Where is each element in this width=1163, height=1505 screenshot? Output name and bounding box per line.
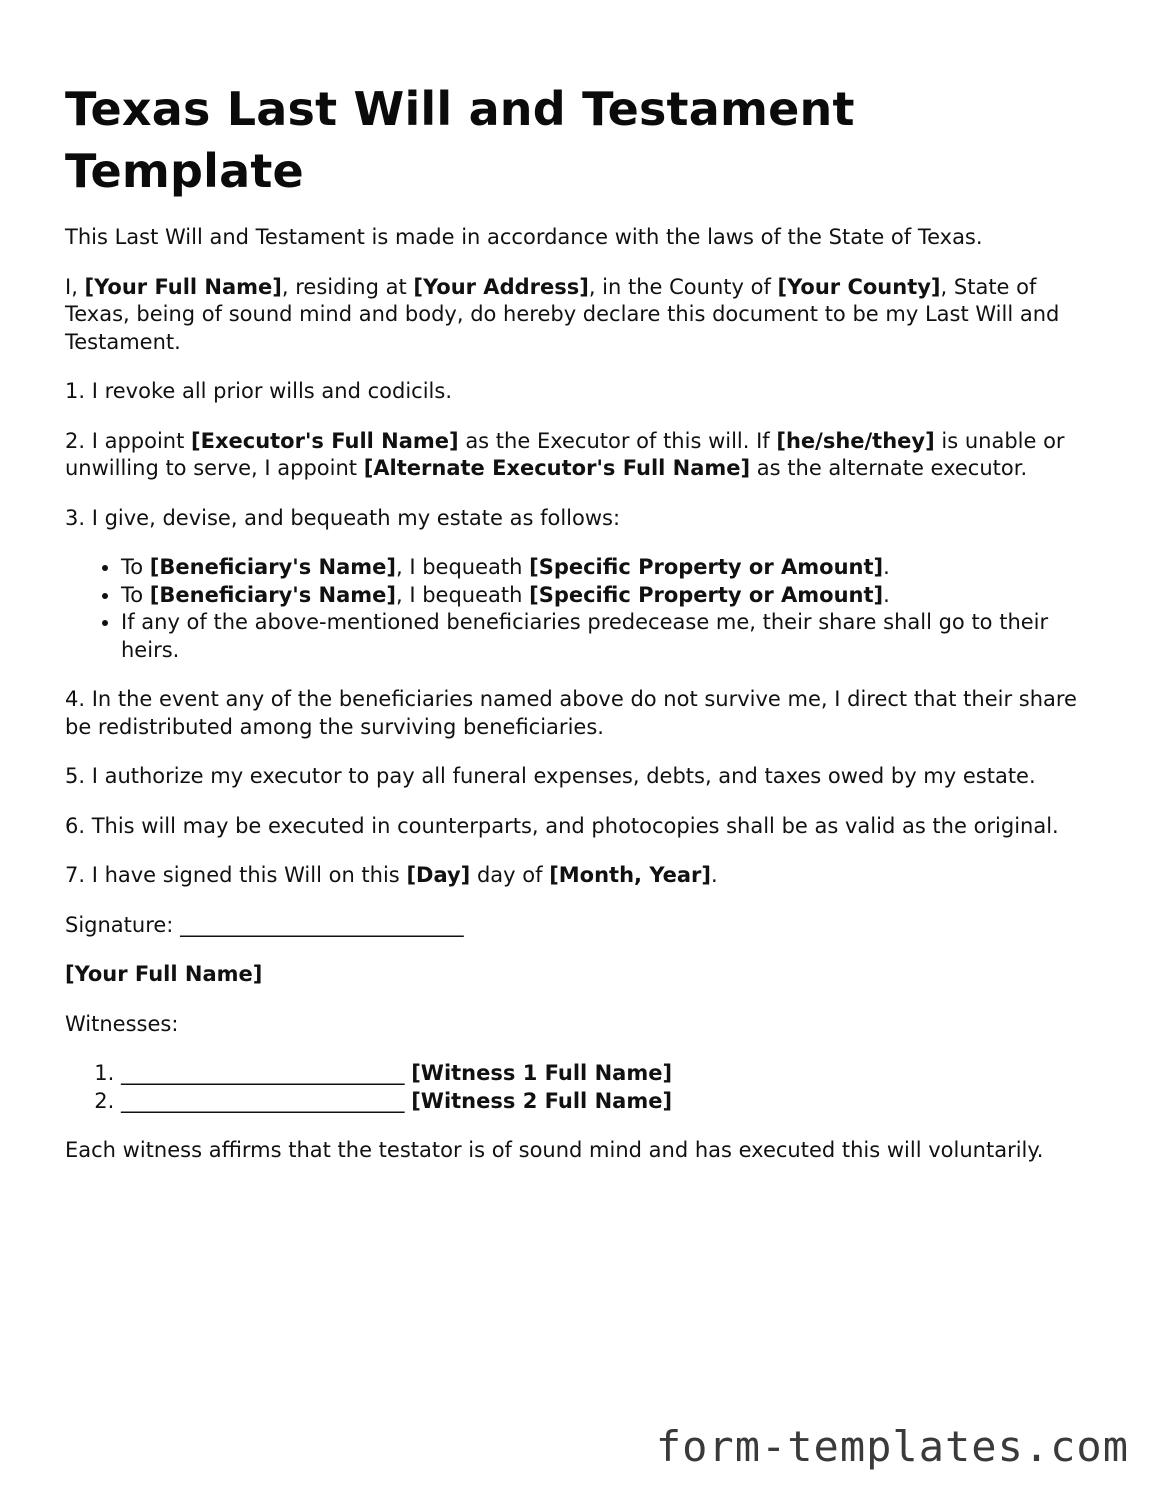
document-title: Texas Last Will and Testament Template [65, 82, 855, 198]
watermark-text: form-templates.com [655, 1422, 1129, 1471]
intro-paragraph: This Last Will and Testament is made in accordance with the laws of the State of Texas. [65, 225, 983, 249]
clause-4: 4. In the event any of the beneficiaries named above do not survive me, I direct that their share be redistributed among the surviving beneficiaries. [65, 687, 1077, 739]
witness-signature-blank: ___________________________ [121, 1061, 405, 1085]
county-placeholder: [Your County] [777, 274, 941, 299]
property-placeholder: [Specific Property or Amount] [529, 582, 884, 607]
witness-name-placeholder: [Witness 2 Full Name] [411, 1088, 673, 1113]
bequest-item: • To [Beneficiary's Name], I bequeath [Specific Property or Amount]. [121, 554, 1105, 582]
clause-6: 6. This will may be executed in counterparts, and photocopies shall be as valid as the original. [65, 813, 1059, 838]
testator-name-placeholder: [Your Full Name] [84, 274, 282, 299]
affirmation-paragraph: Each witness affirms that the testator is of sound mind and has executed this will voluntarily. [65, 1138, 1044, 1162]
clause-5: 5. I authorize my executor to pay all funeral expenses, debts, and taxes owed by my estate. [65, 764, 1036, 788]
signature-line [65, 912, 1105, 940]
witness-item [121, 1088, 1105, 1116]
address-placeholder: [Your Address] [413, 274, 589, 299]
witness-list [65, 1060, 1105, 1115]
signature-name [65, 961, 1105, 989]
declaration-paragraph: I, [Your Full Name], residing at [Your Address], in the County of [Your County], State of Texas, being of sound mind and body, do hereby declare this document to be my Last Will and Testament. [65, 274, 1060, 354]
bequest-item: • If any of the above-mentioned beneficiaries predecease me, their share shall go to their heirs. [121, 609, 1105, 664]
clause-7: 7. I have signed this Will on this [Day] day of [Month, Year]. [65, 863, 718, 887]
clause-2: 2. I appoint [Executor's Full Name] as the Executor of this will. If [he/she/they] is unable or unwilling to serve, I appoint [Alternate Executor's Full Name] as the alternate executor. [65, 428, 1065, 480]
clause-3: 3. I give, devise, and bequeath my estate as follows: [65, 505, 621, 530]
bequest-list [65, 554, 1105, 664]
witnesses-label: Witnesses: [65, 1011, 179, 1036]
day-placeholder: [Day] [406, 863, 471, 887]
witness-name-placeholder: [Witness 1 Full Name] [411, 1061, 673, 1085]
signer-name-placeholder: [Your Full Name] [65, 962, 263, 986]
month-year-placeholder: [Month, Year] [549, 863, 711, 887]
pronoun-placeholder: [he/she/they] [776, 428, 935, 453]
witness-signature-blank: ___________________________ [121, 1088, 405, 1113]
property-placeholder: [Specific Property or Amount] [529, 555, 884, 579]
alternate-executor-placeholder: [Alternate Executor's Full Name] [363, 456, 751, 480]
executor-placeholder: [Executor's Full Name] [191, 428, 459, 453]
witness-item [121, 1060, 1105, 1088]
beneficiary-placeholder: [Beneficiary's Name] [149, 555, 396, 579]
beneficiary-placeholder: [Beneficiary's Name] [149, 582, 396, 607]
signature-blank: ___________________________ [180, 912, 464, 937]
bequest-item: • To [Beneficiary's Name], I bequeath [Specific Property or Amount]. [121, 582, 1105, 610]
signature-label: Signature: [65, 912, 181, 937]
clause-1: 1. I revoke all prior wills and codicils. [65, 379, 452, 403]
document-page [65, 78, 1105, 1187]
